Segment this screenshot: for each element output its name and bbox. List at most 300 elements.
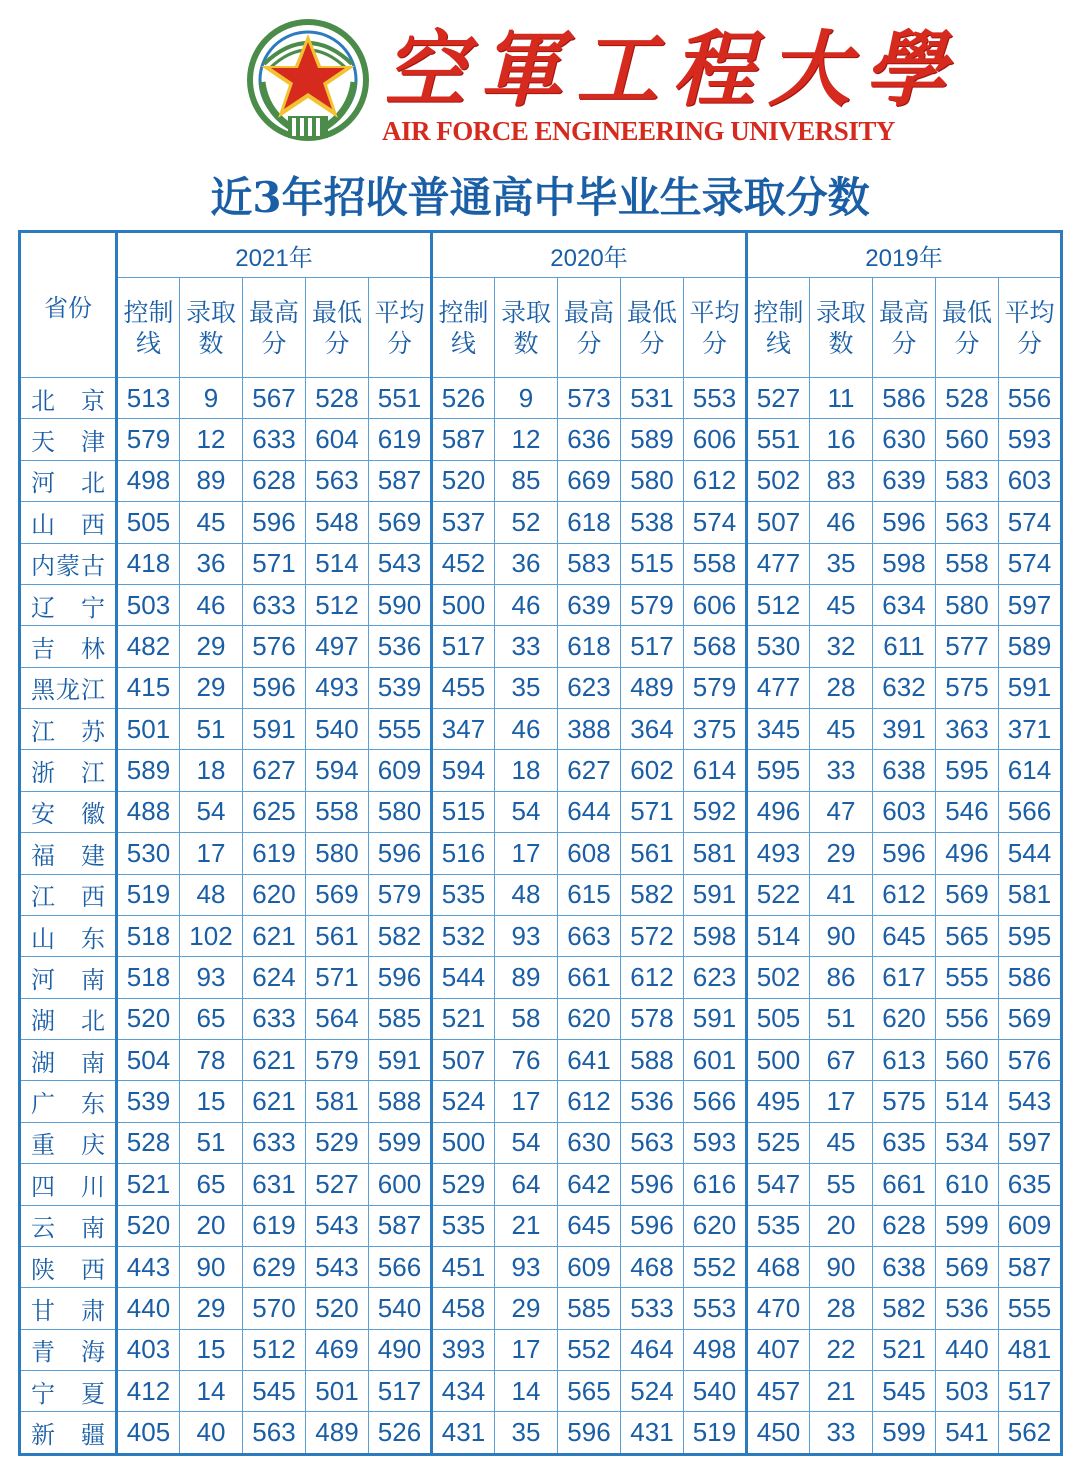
score-cell: 345 [747, 709, 810, 750]
score-cell: 434 [432, 1371, 495, 1412]
table-row [20, 1081, 1062, 1122]
score-cell: 521 [432, 998, 495, 1039]
score-cell: 579 [306, 1040, 369, 1081]
score-cell: 553 [684, 378, 747, 419]
column-header-label: 录取数 [500, 297, 551, 358]
score-cell: 537 [432, 502, 495, 543]
page-header [0, 0, 1080, 168]
score-cell: 536 [936, 1288, 999, 1329]
score-cell: 571 [621, 791, 684, 832]
score-cell: 405 [117, 1412, 180, 1455]
score-cell: 9 [180, 378, 243, 419]
score-cell: 457 [747, 1371, 810, 1412]
score-cell: 83 [810, 460, 873, 501]
score-cell: 577 [936, 626, 999, 667]
score-cell: 594 [432, 750, 495, 791]
score-cell: 587 [999, 1246, 1062, 1287]
score-cell: 46 [495, 584, 558, 625]
score-cell: 544 [999, 833, 1062, 874]
score-cell: 534 [936, 1122, 999, 1163]
score-cell: 46 [180, 584, 243, 625]
score-cell: 579 [369, 874, 432, 915]
score-cell: 619 [243, 833, 306, 874]
score-cell: 573 [558, 378, 621, 419]
score-cell: 495 [747, 1081, 810, 1122]
score-cell: 555 [999, 1288, 1062, 1329]
score-cell: 393 [432, 1329, 495, 1370]
score-cell: 89 [180, 460, 243, 501]
score-cell: 628 [243, 460, 306, 501]
score-cell: 563 [243, 1412, 306, 1455]
province-cell: 天津 [20, 419, 117, 460]
score-cell: 102 [180, 915, 243, 956]
score-cell: 529 [306, 1122, 369, 1163]
score-cell: 585 [558, 1288, 621, 1329]
table-row [20, 1246, 1062, 1287]
score-cell: 597 [999, 584, 1062, 625]
score-cell: 633 [243, 998, 306, 1039]
score-cell: 547 [747, 1164, 810, 1205]
score-cell: 17 [810, 1081, 873, 1122]
score-cell: 527 [306, 1164, 369, 1205]
score-cell: 468 [747, 1246, 810, 1287]
score-cell: 51 [180, 709, 243, 750]
column-header [558, 278, 621, 378]
score-cell: 552 [558, 1329, 621, 1370]
score-cell: 642 [558, 1164, 621, 1205]
score-cell: 580 [621, 460, 684, 501]
score-cell: 391 [873, 709, 936, 750]
score-cell: 596 [873, 833, 936, 874]
score-cell: 569 [306, 874, 369, 915]
score-cell: 641 [558, 1040, 621, 1081]
score-cell: 527 [747, 378, 810, 419]
score-cell: 661 [873, 1164, 936, 1205]
province-cell: 陕西 [20, 1246, 117, 1287]
table-row [20, 502, 1062, 543]
score-cell: 612 [621, 957, 684, 998]
score-cell: 589 [117, 750, 180, 791]
province-cell: 宁夏 [20, 1371, 117, 1412]
score-cell: 507 [432, 1040, 495, 1081]
score-cell: 526 [432, 378, 495, 419]
province-cell: 河北 [20, 460, 117, 501]
score-cell: 516 [432, 833, 495, 874]
column-header-label: 最高分 [878, 297, 929, 358]
score-cell: 591 [369, 1040, 432, 1081]
score-cell: 576 [999, 1040, 1062, 1081]
province-cell: 福建 [20, 833, 117, 874]
score-cell: 35 [495, 1412, 558, 1455]
score-cell: 564 [306, 998, 369, 1039]
score-cell: 29 [810, 833, 873, 874]
score-cell: 14 [180, 1371, 243, 1412]
score-cell: 512 [243, 1329, 306, 1370]
score-cell: 93 [180, 957, 243, 998]
score-cell: 11 [810, 378, 873, 419]
province-cell: 甘肃 [20, 1288, 117, 1329]
score-cell: 17 [180, 833, 243, 874]
column-header-label: 控制线 [438, 297, 489, 358]
score-cell: 630 [558, 1122, 621, 1163]
table-row [20, 626, 1062, 667]
table-body [20, 378, 1062, 1455]
table-row [20, 584, 1062, 625]
score-cell: 407 [747, 1329, 810, 1370]
score-cell: 539 [369, 667, 432, 708]
score-cell: 517 [999, 1371, 1062, 1412]
score-cell: 623 [684, 957, 747, 998]
score-cell: 496 [747, 791, 810, 832]
score-cell: 587 [369, 1205, 432, 1246]
score-cell: 18 [180, 750, 243, 791]
score-cell: 599 [936, 1205, 999, 1246]
score-cell: 639 [558, 584, 621, 625]
score-cell: 498 [684, 1329, 747, 1370]
score-cell: 536 [369, 626, 432, 667]
score-cell: 33 [495, 626, 558, 667]
province-cell: 黑龙江 [20, 667, 117, 708]
score-cell: 500 [432, 584, 495, 625]
score-cell: 535 [432, 1205, 495, 1246]
score-cell: 538 [621, 502, 684, 543]
score-cell: 543 [999, 1081, 1062, 1122]
score-cell: 388 [558, 709, 621, 750]
score-cell: 521 [117, 1164, 180, 1205]
score-cell: 566 [999, 791, 1062, 832]
score-cell: 618 [558, 502, 621, 543]
score-cell: 596 [369, 957, 432, 998]
score-cell: 596 [243, 502, 306, 543]
score-cell: 569 [936, 1246, 999, 1287]
score-cell: 517 [621, 626, 684, 667]
score-cell: 452 [432, 543, 495, 584]
score-cell: 512 [306, 584, 369, 625]
score-cell: 41 [810, 874, 873, 915]
province-cell: 湖南 [20, 1040, 117, 1081]
table-row [20, 667, 1062, 708]
column-header [621, 278, 684, 378]
score-cell: 520 [117, 1205, 180, 1246]
score-cell: 555 [369, 709, 432, 750]
score-cell: 526 [369, 1412, 432, 1455]
score-cell: 507 [747, 502, 810, 543]
score-cell: 585 [369, 998, 432, 1039]
score-cell: 619 [243, 1205, 306, 1246]
table-row [20, 915, 1062, 956]
score-cell: 555 [936, 957, 999, 998]
score-cell: 661 [558, 957, 621, 998]
score-cell: 28 [810, 1288, 873, 1329]
table-row [20, 1412, 1062, 1455]
table-row [20, 378, 1062, 419]
score-cell: 522 [747, 874, 810, 915]
score-cell: 582 [369, 915, 432, 956]
province-cell: 重庆 [20, 1122, 117, 1163]
score-cell: 54 [180, 791, 243, 832]
score-cell: 496 [936, 833, 999, 874]
score-cell: 556 [999, 378, 1062, 419]
column-header-label: 最低分 [311, 297, 362, 358]
score-cell: 627 [243, 750, 306, 791]
score-cell: 502 [747, 460, 810, 501]
score-cell: 477 [747, 543, 810, 584]
table-row [20, 1205, 1062, 1246]
score-cell: 22 [810, 1329, 873, 1370]
score-cell: 532 [432, 915, 495, 956]
province-cell: 山东 [20, 915, 117, 956]
province-cell: 浙江 [20, 750, 117, 791]
score-cell: 628 [873, 1205, 936, 1246]
score-cell: 546 [936, 791, 999, 832]
score-cell: 503 [117, 584, 180, 625]
admission-score-table [18, 230, 1063, 1456]
province-cell: 湖北 [20, 998, 117, 1039]
column-header-label: 平均分 [374, 297, 425, 358]
province-cell: 河南 [20, 957, 117, 998]
score-cell: 561 [306, 915, 369, 956]
score-cell: 541 [936, 1412, 999, 1455]
score-cell: 540 [306, 709, 369, 750]
score-cell: 520 [432, 460, 495, 501]
score-cell: 613 [873, 1040, 936, 1081]
score-cell: 46 [495, 709, 558, 750]
score-cell: 545 [243, 1371, 306, 1412]
column-header [432, 278, 495, 378]
score-cell: 604 [306, 419, 369, 460]
score-cell: 574 [999, 543, 1062, 584]
score-cell: 468 [621, 1246, 684, 1287]
province-cell: 新疆 [20, 1412, 117, 1455]
score-cell: 536 [621, 1081, 684, 1122]
score-cell: 591 [999, 667, 1062, 708]
air-force-emblem-icon [244, 18, 372, 146]
score-cell: 514 [306, 543, 369, 584]
score-cell: 575 [936, 667, 999, 708]
score-cell: 635 [999, 1164, 1062, 1205]
score-cell: 45 [810, 709, 873, 750]
score-cell: 669 [558, 460, 621, 501]
score-cell: 36 [180, 543, 243, 584]
score-cell: 567 [243, 378, 306, 419]
column-header-label: 控制线 [753, 297, 804, 358]
score-cell: 623 [558, 667, 621, 708]
score-cell: 500 [747, 1040, 810, 1081]
score-cell: 488 [117, 791, 180, 832]
score-cell: 566 [684, 1081, 747, 1122]
score-cell: 582 [621, 874, 684, 915]
score-cell: 610 [936, 1164, 999, 1205]
score-cell: 12 [495, 419, 558, 460]
score-cell: 518 [117, 915, 180, 956]
score-cell: 51 [180, 1122, 243, 1163]
score-cell: 45 [810, 584, 873, 625]
score-cell: 633 [243, 584, 306, 625]
score-cell: 631 [243, 1164, 306, 1205]
column-header [243, 278, 306, 378]
score-cell: 519 [684, 1412, 747, 1455]
score-cell: 15 [180, 1081, 243, 1122]
score-cell: 513 [117, 378, 180, 419]
score-cell: 580 [936, 584, 999, 625]
province-cell: 广东 [20, 1081, 117, 1122]
score-cell: 464 [621, 1329, 684, 1370]
score-cell: 558 [936, 543, 999, 584]
score-cell: 579 [684, 667, 747, 708]
university-english-name: AIR FORCE ENGINEERING UNIVERSITY [382, 116, 895, 146]
score-cell: 58 [495, 998, 558, 1039]
score-cell: 579 [117, 419, 180, 460]
score-cell: 535 [747, 1205, 810, 1246]
score-cell: 596 [558, 1412, 621, 1455]
province-cell: 辽宁 [20, 584, 117, 625]
score-cell: 620 [873, 998, 936, 1039]
table-row [20, 750, 1062, 791]
score-cell: 40 [180, 1412, 243, 1455]
score-cell: 599 [873, 1412, 936, 1455]
score-cell: 364 [621, 709, 684, 750]
column-header [873, 278, 936, 378]
score-cell: 418 [117, 543, 180, 584]
score-cell: 588 [369, 1081, 432, 1122]
province-cell: 安徽 [20, 791, 117, 832]
score-cell: 524 [432, 1081, 495, 1122]
score-cell: 633 [243, 419, 306, 460]
column-header [495, 278, 558, 378]
score-cell: 612 [558, 1081, 621, 1122]
score-cell: 638 [873, 1246, 936, 1287]
score-cell: 35 [810, 543, 873, 584]
score-cell: 90 [810, 1246, 873, 1287]
province-cell: 青海 [20, 1329, 117, 1370]
score-cell: 600 [369, 1164, 432, 1205]
score-cell: 644 [558, 791, 621, 832]
score-cell: 663 [558, 915, 621, 956]
score-cell: 553 [684, 1288, 747, 1329]
column-header-label: 最低分 [626, 297, 677, 358]
score-cell: 52 [495, 502, 558, 543]
score-cell: 601 [684, 1040, 747, 1081]
score-cell: 15 [180, 1329, 243, 1370]
score-cell: 504 [117, 1040, 180, 1081]
column-header [999, 278, 1062, 378]
table-row [20, 1329, 1062, 1370]
score-cell: 620 [684, 1205, 747, 1246]
score-cell: 598 [684, 915, 747, 956]
score-cell: 515 [621, 543, 684, 584]
province-cell: 北京 [20, 378, 117, 419]
table-row [20, 460, 1062, 501]
score-cell: 529 [432, 1164, 495, 1205]
province-cell: 内蒙古 [20, 543, 117, 584]
score-cell: 592 [684, 791, 747, 832]
score-cell: 560 [936, 419, 999, 460]
score-cell: 544 [432, 957, 495, 998]
score-cell: 54 [495, 1122, 558, 1163]
score-cell: 517 [432, 626, 495, 667]
score-cell: 645 [873, 915, 936, 956]
score-cell: 580 [306, 833, 369, 874]
table-row [20, 1164, 1062, 1205]
score-cell: 596 [621, 1164, 684, 1205]
score-cell: 588 [621, 1040, 684, 1081]
score-cell: 450 [747, 1412, 810, 1455]
score-cell: 65 [180, 1164, 243, 1205]
score-cell: 612 [873, 874, 936, 915]
score-cell: 558 [684, 543, 747, 584]
score-cell: 558 [306, 791, 369, 832]
score-cell: 614 [999, 750, 1062, 791]
score-cell: 528 [306, 378, 369, 419]
score-cell: 89 [495, 957, 558, 998]
score-cell: 375 [684, 709, 747, 750]
column-header [306, 278, 369, 378]
score-cell: 48 [180, 874, 243, 915]
score-cell: 591 [684, 874, 747, 915]
score-cell: 490 [369, 1329, 432, 1370]
score-cell: 443 [117, 1246, 180, 1287]
year-header: 2020年 [432, 232, 747, 278]
score-cell: 54 [495, 791, 558, 832]
score-cell: 581 [684, 833, 747, 874]
score-cell: 587 [432, 419, 495, 460]
score-cell: 620 [558, 998, 621, 1039]
table-row [20, 833, 1062, 874]
score-cell: 616 [684, 1164, 747, 1205]
score-cell: 609 [558, 1246, 621, 1287]
score-cell: 627 [558, 750, 621, 791]
score-cell: 29 [495, 1288, 558, 1329]
score-cell: 67 [810, 1040, 873, 1081]
score-cell: 596 [243, 667, 306, 708]
score-cell: 598 [873, 543, 936, 584]
score-cell: 543 [306, 1205, 369, 1246]
score-cell: 633 [243, 1122, 306, 1163]
score-cell: 14 [495, 1371, 558, 1412]
score-cell: 634 [873, 584, 936, 625]
score-cell: 586 [873, 378, 936, 419]
table-row [20, 998, 1062, 1039]
score-cell: 563 [936, 502, 999, 543]
score-cell: 525 [747, 1122, 810, 1163]
table-row [20, 419, 1062, 460]
score-cell: 583 [936, 460, 999, 501]
score-cell: 575 [873, 1081, 936, 1122]
score-cell: 574 [684, 502, 747, 543]
score-cell: 17 [495, 1329, 558, 1370]
score-cell: 489 [306, 1412, 369, 1455]
table-row [20, 1288, 1062, 1329]
score-cell: 543 [306, 1246, 369, 1287]
score-cell: 64 [495, 1164, 558, 1205]
score-cell: 16 [810, 419, 873, 460]
score-cell: 477 [747, 667, 810, 708]
score-cell: 55 [810, 1164, 873, 1205]
score-cell: 629 [243, 1246, 306, 1287]
column-header-label: 最低分 [941, 297, 992, 358]
table-row [20, 543, 1062, 584]
score-cell: 458 [432, 1288, 495, 1329]
score-cell: 614 [684, 750, 747, 791]
score-cell: 639 [873, 460, 936, 501]
score-cell: 497 [306, 626, 369, 667]
score-cell: 531 [621, 378, 684, 419]
column-header-label: 最高分 [563, 297, 614, 358]
score-cell: 574 [999, 502, 1062, 543]
score-cell: 595 [999, 915, 1062, 956]
score-cell: 90 [180, 1246, 243, 1287]
score-cell: 48 [495, 874, 558, 915]
